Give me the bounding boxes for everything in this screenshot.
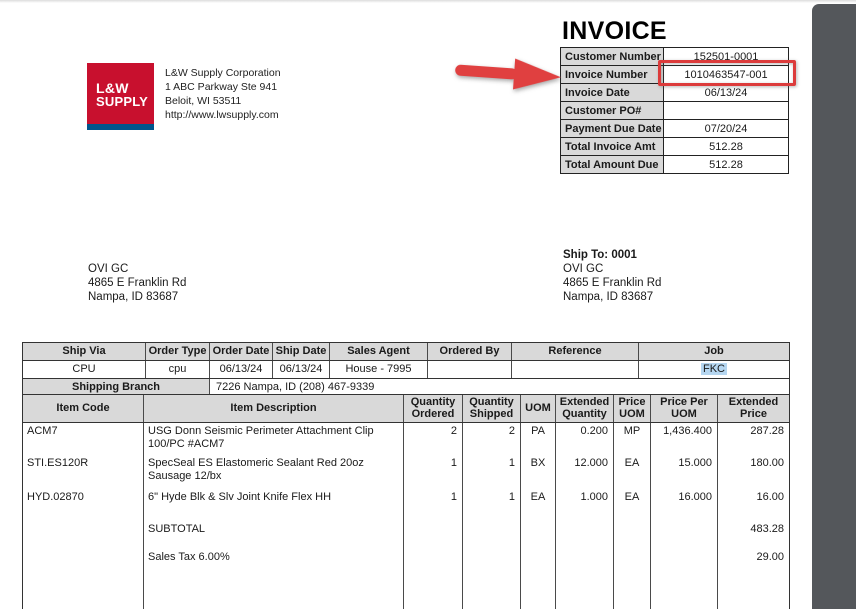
summary-label-invoice-date: Invoice Date	[561, 84, 664, 101]
logo-text-line2: SUPPLY	[96, 94, 149, 109]
item-uom: BX	[521, 455, 556, 489]
subtotal-value: 483.28	[750, 523, 784, 535]
logo-text-line1: L&W	[96, 80, 129, 96]
sales-tax-value: 29.00	[756, 551, 784, 563]
header-price-uom: Price UOM	[614, 395, 651, 422]
viewer-background-strip	[812, 4, 856, 609]
bill-to-name: OVI GC	[88, 263, 129, 275]
page-top-edge	[0, 0, 856, 3]
item-price-uom: MP	[614, 423, 651, 455]
item-price-uom: EA	[614, 489, 651, 521]
item-row-hyd-02870	[23, 489, 789, 521]
items-empty-filler-row	[23, 577, 789, 609]
summary-value-payment-due-date: 07/20/24	[704, 122, 748, 135]
summary-value-invoice-number: 1010463547-001	[684, 68, 768, 81]
summary-value-customer-number: 152501-0001	[693, 50, 759, 63]
item-price-per-uom: 15.000	[651, 455, 718, 489]
summary-row-total-invoice-amt	[561, 138, 788, 156]
item-row-acm7	[23, 423, 789, 455]
summary-value-customer-po	[664, 102, 788, 119]
items-header-row	[23, 395, 789, 423]
line-items-table	[22, 394, 790, 609]
company-info-block	[165, 66, 281, 122]
summary-value-invoice-date: 06/13/24	[704, 86, 748, 99]
item-qty-shipped: 1	[463, 455, 521, 489]
subtotal-row	[23, 521, 789, 549]
summary-value-total-invoice-amt: 512.28	[709, 140, 743, 153]
summary-row-customer-po	[561, 102, 788, 120]
item-description: 6" Hyde Blk & Slv Joint Knife Flex HH	[144, 489, 404, 521]
value-order-type: cpu	[146, 361, 210, 378]
item-uom: EA	[521, 489, 556, 521]
ship-to-address-block	[563, 248, 661, 304]
header-item-description: Item Description	[144, 395, 404, 422]
invoice-number-highlight-box	[658, 60, 796, 86]
invoice-title: INVOICE	[562, 17, 667, 45]
bill-to-address-block	[88, 262, 186, 304]
value-job	[639, 361, 789, 378]
item-qty-ordered: 1	[404, 489, 463, 521]
bill-to-city: Nampa, ID 83687	[88, 291, 179, 303]
item-ext-price: 180.00	[750, 457, 784, 469]
summary-label-total-invoice-amt: Total Invoice Amt	[561, 138, 664, 155]
value-ordered-by	[428, 361, 512, 378]
selected-job-text[interactable]: FKC	[703, 363, 725, 375]
item-qty-ordered: 1	[404, 455, 463, 489]
summary-label-total-amount-due: Total Amount Due	[561, 156, 664, 173]
header-job: Job	[639, 343, 789, 360]
item-code: STI.ES120R	[23, 455, 144, 489]
value-ship-date: 06/13/24	[273, 361, 330, 378]
summary-row-total-amount-due	[561, 156, 788, 173]
item-price-per-uom: 1,436.400	[651, 423, 718, 455]
item-code: ACM7	[23, 423, 144, 455]
company-address-line1: 1 ABC Parkway Ste 941	[165, 81, 278, 93]
value-sales-agent: House - 7995	[330, 361, 428, 378]
item-ext-qty: 0.200	[556, 423, 614, 455]
summary-value-total-amount-due: 512.28	[709, 158, 743, 171]
item-ext-price: 287.28	[750, 425, 784, 437]
header-sales-agent: Sales Agent	[330, 343, 428, 360]
shipment-header-row	[23, 343, 789, 361]
item-description: USG Donn Seismic Perimeter Attachment Clip 100/PC #ACM7	[144, 423, 404, 455]
item-qty-shipped: 1	[463, 489, 521, 521]
ship-to-header: Ship To: 0001	[563, 249, 637, 261]
item-uom: PA	[521, 423, 556, 455]
summary-label-customer-number: Customer Number	[561, 48, 664, 65]
company-address-line2: Beloit, WI 53511	[165, 95, 242, 107]
item-qty-ordered: 2	[404, 423, 463, 455]
shipment-info-table	[22, 342, 790, 396]
ship-to-name: OVI GC	[563, 263, 604, 275]
item-code: HYD.02870	[23, 489, 144, 521]
header-ship-date: Ship Date	[273, 343, 330, 360]
header-ordered-by: Ordered By	[428, 343, 512, 360]
shipping-branch-value: 7226 Nampa, ID (208) 467-9339	[216, 381, 375, 393]
header-order-date: Order Date	[210, 343, 273, 360]
header-extended-price: Extended Price	[718, 395, 789, 422]
item-qty-shipped: 2	[463, 423, 521, 455]
sales-tax-label: Sales Tax 6.00%	[144, 549, 404, 577]
header-uom: UOM	[521, 395, 556, 422]
shipment-value-row	[23, 361, 789, 379]
logo-blue-bar	[87, 124, 154, 130]
header-price-per-uom: Price Per UOM	[651, 395, 718, 422]
lw-supply-logo	[87, 63, 154, 130]
header-reference: Reference	[512, 343, 639, 360]
item-ext-qty: 1.000	[556, 489, 614, 521]
value-order-date: 06/13/24	[210, 361, 273, 378]
sales-tax-row	[23, 549, 789, 577]
company-website-link[interactable]: http://www.lwsupply.com	[165, 109, 279, 121]
header-item-code: Item Code	[23, 395, 144, 422]
summary-label-customer-po: Customer PO#	[561, 102, 664, 119]
item-ext-price: 16.00	[756, 491, 784, 503]
red-arrow-icon	[448, 56, 566, 96]
shipping-branch-row	[23, 379, 789, 395]
summary-row-invoice-date	[561, 84, 788, 102]
value-reference	[512, 361, 639, 378]
header-ship-via: Ship Via	[23, 343, 146, 360]
subtotal-label: SUBTOTAL	[144, 521, 404, 549]
ship-to-city: Nampa, ID 83687	[563, 291, 654, 303]
item-price-per-uom: 16.000	[651, 489, 718, 521]
summary-label-invoice-number: Invoice Number	[561, 66, 664, 83]
bill-to-street: 4865 E Franklin Rd	[88, 277, 187, 289]
header-quantity-shipped: Quantity Shipped	[463, 395, 521, 422]
item-description: SpecSeal ES Elastomeric Sealant Red 20oz Sausage 12/bx	[144, 455, 404, 489]
header-extended-quantity: Extended Quantity	[556, 395, 614, 422]
value-ship-via: CPU	[23, 361, 146, 378]
shipping-branch-label: Shipping Branch	[23, 379, 210, 395]
item-row-sti-es120r	[23, 455, 789, 489]
header-quantity-ordered: Quantity Ordered	[404, 395, 463, 422]
ship-to-street: 4865 E Franklin Rd	[563, 277, 662, 289]
item-price-uom: EA	[614, 455, 651, 489]
header-order-type: Order Type	[146, 343, 210, 360]
item-ext-qty: 12.000	[556, 455, 614, 489]
company-name: L&W Supply Corporation	[165, 67, 281, 79]
summary-label-payment-due-date: Payment Due Date	[561, 120, 664, 137]
summary-row-payment-due-date	[561, 120, 788, 138]
